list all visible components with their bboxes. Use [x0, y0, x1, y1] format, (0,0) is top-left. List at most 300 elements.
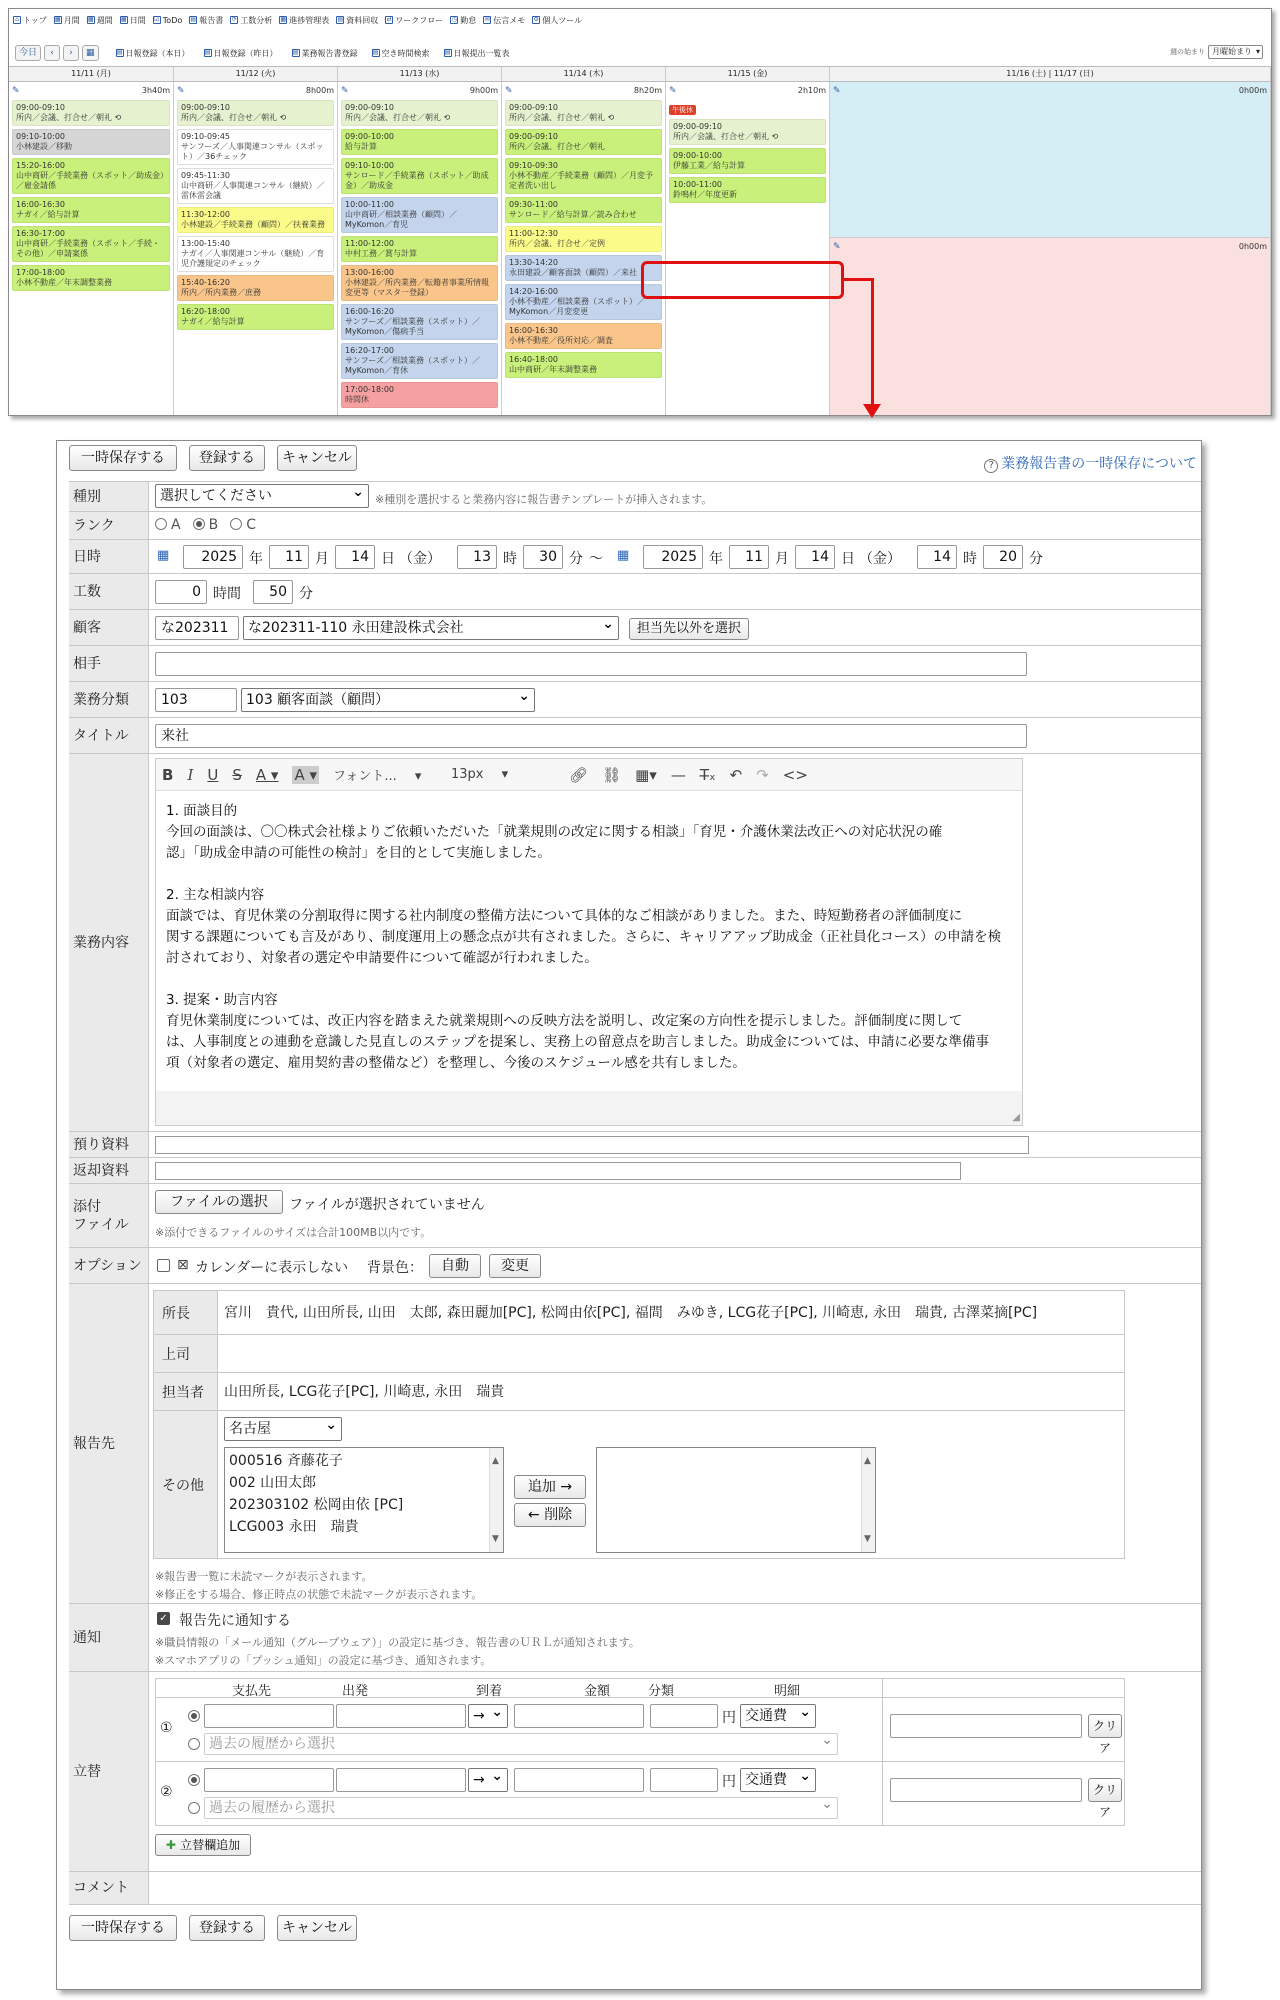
calendar-event[interactable] [12, 226, 170, 262]
horizontal-rule-icon[interactable]: — [670, 765, 686, 784]
unit-day: 日 [381, 551, 395, 567]
calendar-event[interactable] [505, 226, 662, 252]
menu-item-label: 資料回収 [346, 15, 379, 25]
calendar-event[interactable] [669, 177, 826, 203]
category-select[interactable]: 103 顧客面談（顧問） ⌄ [241, 688, 535, 712]
toolbar-link[interactable] [204, 48, 278, 59]
event-time: 09:10-09:30 [509, 161, 558, 170]
advance-manual-radio[interactable] [188, 1774, 200, 1786]
menu-icon: ▤ [190, 16, 197, 23]
day-header: 11/12 (火) [174, 67, 338, 81]
unit-min: 分 [1029, 551, 1043, 567]
week-start-select[interactable]: 月曜始まり ▾ [1208, 45, 1263, 59]
day-header-row [9, 66, 1271, 82]
row-partner [69, 645, 1201, 681]
event-desc: 小林不動産／年末調整業務 [16, 278, 112, 287]
menu-item[interactable] [120, 15, 146, 26]
calendar-picker-icon[interactable]: ▦ [82, 45, 99, 61]
office-select[interactable]: 名古屋 ⌄ [224, 1417, 342, 1441]
calendar-event[interactable] [12, 158, 170, 194]
menu-item-label: 勤怠 [460, 15, 477, 25]
notify-note-2: ※スマホアプリの「プッシュ通知」の設定に基づき、通知されます。 [155, 1654, 492, 1667]
notify-note-1: ※職員情報の「メール通知（グループウェア）」の設定に基づき、報告書のＵＲＬが通知されます。 [155, 1636, 640, 1649]
menu-item-label: 工数分析 [240, 15, 273, 25]
calendar-event[interactable] [505, 284, 662, 320]
advance-row-number: ② [160, 1784, 173, 1800]
chief-value: 宮川 貴代, 山田所長, 山田 太郎, 森田麗加[PC], 松岡由依[PC], 福間 みゆき, LCG花子[PC], 川崎恵, 永田 瑞貴, 古澤菜摘[PC] [218, 1291, 1125, 1335]
advance-history-select[interactable]: 過去の履歴から選択 ⌄ [204, 1733, 838, 1755]
menu-item[interactable] [385, 15, 443, 26]
calendar-event[interactable] [177, 236, 334, 272]
cancel-button[interactable]: キャンセル [277, 445, 357, 471]
redo-icon[interactable]: ↷ [756, 765, 769, 784]
deposit-textarea[interactable] [155, 1136, 1029, 1154]
menu-item[interactable] [189, 15, 223, 26]
add-event-pencil-icon[interactable]: ✎ [669, 85, 677, 96]
staff-label: 担当者 [154, 1373, 218, 1411]
menu-item[interactable] [230, 15, 272, 26]
toolbar-link[interactable] [116, 48, 190, 59]
row-returned [69, 1157, 1201, 1183]
menu-icon: ⇄ [386, 16, 392, 23]
day-duration: 0h00m [1238, 242, 1267, 251]
type-select[interactable]: 選択してください ⌄ [155, 484, 369, 508]
hide-calendar-checkbox[interactable] [157, 1259, 170, 1272]
calendar-toolbar [9, 43, 1271, 63]
font-size-select[interactable]: 13px ▾ [451, 767, 509, 782]
event-time: 10:00-11:00 [673, 180, 722, 189]
event-desc: 所内／会議、打合せ／朝礼 ⟲ [16, 113, 122, 122]
advance-detail-input[interactable] [890, 1778, 1082, 1802]
advance-detail-separator [882, 1698, 883, 1762]
menu-icon: ▦ [120, 16, 127, 23]
calendar-event[interactable] [341, 304, 498, 340]
event-desc: サンロード／給与計算／読み合わせ [509, 210, 637, 219]
font-family-select[interactable]: フォント... ▾ [333, 769, 422, 784]
day-header: 11/15 (金) [666, 67, 830, 81]
calendar-event[interactable] [341, 158, 498, 194]
title-input[interactable]: 来社 [155, 724, 1027, 748]
advance-header-cell: 出発 [342, 1684, 369, 1699]
people-list-item[interactable]: 000516 斉藤花子 [229, 1453, 343, 1469]
row-option [69, 1247, 1201, 1283]
bold-icon[interactable]: B [162, 765, 174, 784]
temp-save-button-bottom[interactable]: 一時保存する [69, 1915, 177, 1941]
row-client [69, 609, 1201, 645]
today-button[interactable]: 今日 [15, 45, 41, 61]
chief-label: 所長 [154, 1291, 218, 1335]
start-date-calendar-icon[interactable]: ▦ [157, 548, 170, 563]
advance-payee-input[interactable] [204, 1704, 334, 1728]
report-to-label: 報告先 [69, 1284, 149, 1603]
calendar-event[interactable] [341, 129, 498, 155]
table-icon[interactable]: ▦▾ [635, 765, 657, 784]
event-time: 13:00-16:00 [345, 268, 394, 277]
event-time: 16:30-17:00 [16, 229, 65, 238]
clear-format-icon[interactable]: T̶ₓ [699, 765, 716, 784]
bg-color-label: 背景色： [367, 1260, 423, 1276]
row-type [69, 481, 1201, 511]
type-label: 種別 [69, 482, 149, 511]
advance-header-cell: 分類 [648, 1684, 675, 1699]
client-select[interactable]: な202311-110 永田建設株式会社 ⌄ [243, 616, 619, 640]
rank-radio[interactable] [230, 518, 242, 530]
toolbar-link[interactable] [372, 48, 430, 59]
italic-icon[interactable]: I [187, 765, 194, 784]
calendar-event[interactable] [177, 275, 334, 301]
menu-item-label: 進捗管理表 [289, 15, 330, 25]
advance-from-input[interactable] [336, 1704, 466, 1728]
highlight-color-icon[interactable]: A ▾ [294, 765, 318, 784]
calendar-event[interactable] [341, 236, 498, 262]
rank-option-c[interactable] [230, 517, 256, 533]
day-column [830, 82, 1271, 416]
work-minutes-input[interactable]: 50 [253, 580, 293, 604]
toolbar-link[interactable] [444, 48, 510, 59]
toolbar-link[interactable] [292, 48, 358, 59]
advance-history-radio[interactable] [188, 1738, 200, 1750]
resize-handle-icon[interactable]: ◢ [1012, 1112, 1020, 1123]
toolbar-link-label: 日報登録（昨日） [213, 48, 278, 58]
rank-radio[interactable] [193, 518, 205, 530]
menu-icon: ☑ [154, 16, 160, 23]
content-label: 業務内容 [69, 754, 149, 1131]
source-code-icon[interactable]: <> [782, 765, 808, 784]
bg-change-button[interactable]: 変更 [489, 1254, 541, 1278]
rank-radio[interactable] [155, 518, 167, 530]
menu-item[interactable] [336, 15, 378, 26]
event-time: 09:45-11:30 [181, 171, 230, 180]
calendar-event[interactable] [341, 100, 498, 126]
day-duration: 0h00m [1238, 86, 1267, 95]
day-column [9, 82, 174, 416]
start-year-input[interactable]: 2025 [183, 545, 243, 569]
add-advance-row-label: 立替欄追加 [180, 1838, 241, 1852]
day-duration: 3h40m [141, 86, 170, 95]
people-list-scrollbar[interactable] [489, 1448, 503, 1552]
menu-item[interactable] [13, 15, 47, 26]
toolbar-link-label: 業務報告書登録 [301, 48, 358, 58]
temp-save-help-link[interactable] [984, 453, 1197, 473]
calendar-event[interactable] [505, 158, 662, 194]
temp-save-button[interactable]: 一時保存する [69, 445, 177, 471]
advance-direction-select[interactable]: → ⌄ [468, 1768, 508, 1792]
toolbar-link-label: 日報提出一覧表 [453, 48, 510, 58]
advance-row [155, 1698, 1125, 1762]
datetime-label: 日時 [69, 540, 149, 573]
calendar-event[interactable] [341, 382, 498, 408]
event-desc: 小林不動産／手続業務（顧問）／月変予定者洗い出し [509, 171, 653, 190]
event-desc: 中村工務／賞与計算 [345, 249, 417, 258]
partner-label: 相手 [69, 646, 149, 681]
add-event-pencil-icon[interactable]: ✎ [341, 85, 349, 96]
unit-year: 年 [249, 551, 263, 567]
advance-kind-select[interactable]: 交通費 ⌄ [740, 1704, 816, 1728]
work-hours-input[interactable]: 0 [155, 580, 207, 604]
add-event-pencil-icon[interactable]: ✎ [833, 85, 841, 96]
rank-option-label: A [171, 517, 181, 533]
end-month-input[interactable]: 11 [729, 545, 769, 569]
category-code-input[interactable]: 103 [155, 688, 237, 712]
calendar-event[interactable] [177, 207, 334, 233]
editor-line: は、人事制度との連動を意識した見直しのステップを提案し、実務上の留意点を助言しました。助成金については、申請に必要な準備事 [166, 1034, 989, 1050]
file-select-button[interactable]: ファイルの選択 [155, 1190, 283, 1214]
title-label: タイトル [69, 718, 149, 753]
event-time: 09:00-10:00 [345, 132, 394, 141]
cancel-button-bottom[interactable]: キャンセル [277, 1915, 357, 1941]
calendar-event[interactable] [341, 265, 498, 301]
people-list-item[interactable]: 202303102 松岡由依 [PC] [229, 1497, 404, 1513]
end-day-input[interactable]: 14 [795, 545, 835, 569]
rank-option-a[interactable] [155, 517, 181, 533]
add-event-pencil-icon[interactable]: ✎ [505, 85, 513, 96]
calendar-event[interactable] [341, 197, 498, 233]
day-duration: 2h10m [797, 86, 826, 95]
event-time: 14:20-16:00 [509, 287, 558, 296]
calendar-event[interactable] [341, 343, 498, 379]
calendar-event[interactable] [177, 304, 334, 330]
people-list-item[interactable]: 002 山田太郎 [229, 1475, 317, 1491]
boss-value [218, 1335, 1125, 1373]
menu-icon: ✉ [484, 16, 490, 23]
hours-label: 工数 [69, 574, 149, 609]
calendar-event[interactable] [12, 265, 170, 291]
row-report-to [69, 1283, 1201, 1603]
day-column [338, 82, 502, 416]
event-time: 09:30-11:00 [509, 200, 558, 209]
add-advance-row-button[interactable] [155, 1834, 251, 1856]
partner-input[interactable] [155, 652, 1027, 676]
calendar-event[interactable] [177, 129, 334, 165]
hide-calendar-label: カレンダーに表示しない [195, 1260, 349, 1276]
comment-value[interactable] [149, 1872, 1201, 1904]
event-time: 13:00-15:40 [181, 239, 230, 248]
editor-line: 1. 面談目的 [166, 803, 238, 819]
day-column [174, 82, 338, 416]
toolbar-link-label: 空き時間検索 [381, 48, 430, 58]
advance-header-cell: 到着 [476, 1684, 503, 1699]
advance-detail-input[interactable] [890, 1714, 1082, 1738]
menu-item[interactable] [532, 15, 582, 26]
menu-icon: ⌂ [13, 16, 21, 24]
deposit-label: 預り資料 [69, 1132, 149, 1157]
advance-kind-select[interactable]: 交通費 ⌄ [740, 1768, 816, 1792]
menu-item[interactable] [87, 15, 113, 26]
day-column-head [177, 84, 334, 97]
undo-icon[interactable]: ↶ [729, 765, 743, 784]
toolbar-link-icon: ▤ [444, 49, 451, 56]
type-note: ※種別を選択すると業務内容に報告書テンプレートが挿入されます。 [375, 493, 713, 506]
advance-clear-button[interactable]: クリア [1088, 1778, 1122, 1802]
register-button[interactable]: 登録する [189, 445, 265, 471]
calendar-event[interactable] [12, 100, 170, 126]
rank-label: ランク [69, 512, 149, 539]
advance-to-input[interactable] [514, 1768, 644, 1792]
event-time: 09:10-09:45 [181, 132, 230, 141]
calendar-event[interactable] [669, 119, 826, 145]
editor-line: 項（対象者の選定、雇用契約書の整備など）を整理し、今後のスケジュール感を共有しました。 [166, 1055, 746, 1071]
link-icon[interactable]: 🔗︎ [569, 765, 589, 784]
event-time: 16:20-17:00 [345, 346, 394, 355]
prev-week-button[interactable]: ‹ [44, 45, 60, 61]
remove-recipient-button[interactable]: ← 削除 [514, 1503, 586, 1527]
advance-detail-separator [882, 1679, 883, 1699]
event-time: 16:20-18:00 [181, 307, 230, 316]
register-button-bottom[interactable]: 登録する [189, 1915, 265, 1941]
end-dow: （金） [859, 551, 901, 567]
report-note-2: ※修正をする場合、修正時点の状態で未読マークが表示されます。 [155, 1588, 483, 1601]
advance-manual-radio[interactable] [188, 1710, 200, 1722]
advance-from-input[interactable] [336, 1768, 466, 1792]
returned-textarea[interactable] [155, 1162, 961, 1180]
event-desc: 所内／会議、打合せ／朝礼 ⟲ [181, 113, 287, 122]
calendar-event[interactable] [177, 168, 334, 204]
rank-option-b[interactable] [193, 517, 219, 533]
menu-icon: ⚙ [533, 16, 539, 23]
menu-item[interactable] [279, 15, 329, 26]
editor-toolbar [156, 759, 1022, 791]
menu-item-label: ToDo [162, 15, 183, 25]
callout-arrow-line [871, 278, 874, 406]
day-column-head [669, 84, 826, 97]
selected-recipients-list[interactable] [596, 1447, 876, 1553]
editor-body[interactable] [156, 791, 1022, 1091]
menu-item[interactable] [153, 16, 182, 25]
unit-hour: 時 [963, 551, 977, 567]
add-event-pencil-icon[interactable]: ✎ [12, 85, 20, 96]
add-event-pencil-icon[interactable]: ✎ [177, 85, 185, 96]
file-none-text: ファイルが選択されていません [289, 1197, 485, 1213]
menu-item[interactable] [450, 15, 476, 26]
event-desc: 所内／会議、打合せ／定例 [509, 239, 605, 248]
start-day-input[interactable]: 14 [335, 545, 375, 569]
day-header: 11/13 (水) [338, 67, 502, 81]
event-desc: 給与計算 [345, 142, 377, 151]
font-color-icon[interactable]: A ▾ [255, 765, 279, 784]
event-desc: 所内／会議、打合せ／朝礼 ⟲ [673, 132, 779, 141]
calendar-event[interactable] [505, 255, 662, 281]
toolbar-link-icon: ▤ [116, 49, 123, 56]
advance-payee-input[interactable] [204, 1768, 334, 1792]
calendar-event[interactable] [177, 100, 334, 126]
event-time: 11:30-12:00 [181, 210, 230, 219]
event-desc: 永田建設／顧客面談（顧問）／来社 [509, 268, 637, 277]
notify-label: 通知 [69, 1604, 149, 1671]
saturday-cell [830, 82, 1270, 237]
row-deposit [69, 1131, 1201, 1157]
row-hours [69, 573, 1201, 609]
client-code-input[interactable]: な202311 [155, 616, 239, 640]
row-title [69, 717, 1201, 753]
day-header: 11/11 (月) [9, 67, 174, 81]
people-list[interactable] [224, 1447, 504, 1553]
unlink-icon[interactable]: ⛓︎ [602, 765, 622, 784]
calendar-event[interactable] [12, 129, 170, 155]
file-note: ※添付できるファイルのサイズは合計100MB以内です。 [155, 1226, 432, 1239]
calendar-event[interactable] [505, 129, 662, 155]
rich-text-editor [155, 758, 1023, 1126]
end-hour-input[interactable]: 14 [917, 545, 957, 569]
calendar-event[interactable] [505, 352, 662, 378]
add-recipient-button[interactable]: 追加 → [514, 1475, 586, 1499]
people-list-item[interactable]: LCG003 永田 瑞貴 [229, 1519, 359, 1535]
day-duration: 8h00m [305, 86, 334, 95]
event-desc: 山中商研／手続業務（スポット／手続・その他）／申請案係 [16, 239, 160, 258]
advance-row-number: ① [160, 1720, 173, 1736]
end-min-input[interactable]: 20 [983, 545, 1023, 569]
notify-checkbox[interactable]: ✓ [157, 1612, 170, 1625]
notify-checkbox-label: 報告先に通知する [179, 1613, 291, 1629]
event-time: 15:40-16:20 [181, 278, 230, 287]
start-min-input[interactable]: 30 [523, 545, 563, 569]
menu-item-label: ワークフロー [395, 15, 444, 25]
calendar-event[interactable] [505, 100, 662, 126]
event-time: 11:00-12:00 [345, 239, 394, 248]
event-desc: 小林不動産／役所対応／調査 [509, 336, 613, 345]
event-time: 09:00-09:10 [16, 103, 65, 112]
day-header: 11/14 (木) [502, 67, 666, 81]
event-time: 09:00-09:10 [509, 132, 558, 141]
menu-item-label: 報告書 [199, 15, 224, 25]
row-content [69, 753, 1201, 1131]
add-event-pencil-icon[interactable]: ✎ [833, 241, 841, 252]
client-label: 顧客 [69, 610, 149, 645]
start-hour-input[interactable]: 13 [457, 545, 497, 569]
week-start-label: 週の始まり [1170, 48, 1205, 56]
end-date-calendar-icon[interactable]: ▦ [617, 548, 630, 563]
row-comment [69, 1871, 1201, 1905]
advance-to-input[interactable] [514, 1704, 644, 1728]
attach-label: 添付 ファイル [69, 1184, 149, 1247]
next-week-button[interactable]: › [63, 45, 79, 61]
advance-amount-input[interactable] [650, 1704, 718, 1728]
toolbar-link-icon: ▤ [204, 49, 211, 56]
advance-direction-select[interactable]: → ⌄ [468, 1704, 508, 1728]
hide-calendar-icon: ⊠ [177, 1257, 189, 1273]
event-desc: 時間休 [345, 395, 369, 404]
end-year-input[interactable]: 2025 [643, 545, 703, 569]
category-label: 業務分類 [69, 682, 149, 717]
week-start [1170, 45, 1263, 59]
menu-item-label: トップ [23, 15, 47, 25]
start-month-input[interactable]: 11 [269, 545, 309, 569]
advance-history-radio[interactable] [188, 1802, 200, 1814]
editor-line: 関する課題についても言及があり、制度運用上の懸念点が共有されました。さらに、キャリアアップ助成金（正社員化コース）の申請を検 [166, 929, 1002, 945]
event-desc: ナガイ／給与計算 [181, 317, 245, 326]
advance-clear-button[interactable]: クリア [1088, 1714, 1122, 1738]
boss-label: 上司 [154, 1335, 218, 1373]
event-desc: 所内／会議、打合せ／朝礼 ⟲ [509, 113, 615, 122]
underline-icon[interactable]: U [207, 765, 219, 784]
advance-history-select[interactable]: 過去の履歴から選択 ⌄ [204, 1797, 838, 1819]
day-column-head [12, 84, 170, 97]
strikethrough-icon[interactable]: S [232, 765, 242, 784]
calendar-event[interactable] [505, 197, 662, 223]
menu-item[interactable] [54, 15, 80, 26]
calendar-event[interactable] [669, 148, 826, 174]
event-desc: 小林建設／所内業務／転籍者事業所情報変更等（マスタ一登録） [345, 278, 489, 297]
bg-auto-button[interactable]: 自動 [429, 1254, 481, 1278]
event-desc: サンフーズ／相談業務（スポット）／MyKomon／傷病手当 [345, 317, 480, 336]
select-other-client-button[interactable]: 担当先以外を選択 [629, 618, 749, 640]
menu-item-label: 週間 [96, 15, 113, 25]
selected-list-scrollbar[interactable] [861, 1448, 875, 1552]
advance-amount-input[interactable] [650, 1768, 718, 1792]
report-to-table [153, 1290, 1125, 1559]
calendar-event[interactable] [12, 197, 170, 223]
calendar-event[interactable] [505, 323, 662, 349]
menu-item[interactable] [483, 15, 525, 26]
